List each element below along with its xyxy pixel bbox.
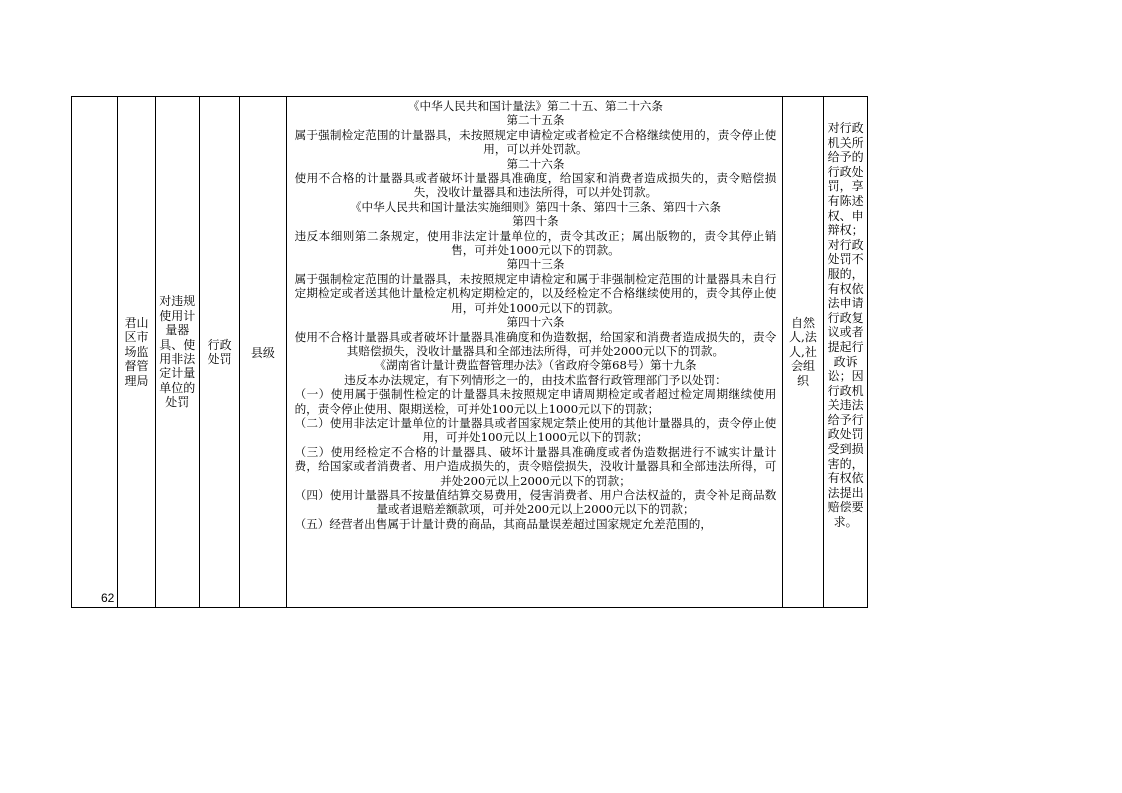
- basis-paragraph: （三）使用经检定不合格的计量器具、破坏计量器具准确度或者伪造数据进行不诚实计量计费，给国家或者消费者、用户造成损失的，责令赔偿损失，没收计量器具和全部违法所得，可并处200元以上2000元以下的罚款；: [294, 444, 777, 488]
- basis-paragraph: 属于强制检定范围的计量器具，未按照规定申请检定或者检定不合格继续使用的，责令停止使用，可以并处罚款。: [294, 127, 777, 157]
- basis-heading: 《中华人民共和国计量法》第二十五、第二十六条: [407, 99, 663, 113]
- regulation-table: [71, 96, 868, 608]
- counterpart: 自然人,法人,社会组织: [789, 315, 817, 388]
- rights-notice-cell: [823, 97, 867, 608]
- legal-basis: [287, 97, 783, 531]
- department-cell: [118, 97, 155, 608]
- level-cell: [240, 97, 286, 608]
- basis-paragraph: 违反本办法规定，有下列情形之一的，由技术监督行政管理部门予以处罚：: [344, 372, 727, 387]
- basis-paragraph: 使用不合格的计量器具或者破坏计量器具准确度，给国家和消费者造成损失的，责令赔偿损失，没收计量器具和违法所得，可以并处罚款。: [294, 171, 777, 200]
- basis-paragraph: （二）使用非法定计量单位的计量器具或者国家规定禁止使用的其他计量器具的，责令停止使用，可并处100元以上1000元以下的罚款；: [294, 415, 777, 445]
- item-name: 对违规使用计量器具、使用非法定计量单位的处罚: [159, 294, 196, 410]
- legal-basis-cell: [286, 97, 783, 608]
- basis-paragraph: （一）使用属于强制性检定的计量器具未按照规定申请周期检定或者超过检定周期继续使用的，责令停止使用、限期送检，可并处100元以上1000元以下的罚款；: [294, 387, 777, 416]
- basis-heading: 《中华人民共和国计量法实施细则》第四十条、第四十三条、第四十六条: [349, 199, 721, 214]
- basis-heading: 第四十六条: [506, 315, 565, 330]
- basis-paragraph: 违反本细则第二条规定，使用非法定计量单位的，责令其改正；属出版物的，责令其停止销售，可并处1000元以下的罚款。: [294, 228, 777, 258]
- basis-paragraph: 使用不合格计量器具或者破坏计量器具准确度和伪造数据，给国家和消费者造成损失的，责令其赔偿损失，没收计量器具和全部违法所得，可并处2000元以下的罚款。: [294, 329, 777, 358]
- category: 行政处罚: [207, 337, 232, 366]
- counterpart-cell: [783, 97, 823, 608]
- basis-heading: 第二十六条: [506, 156, 565, 171]
- row-number-cell: [72, 97, 118, 608]
- basis-heading: 第四十条: [512, 214, 559, 229]
- basis-paragraph: （四）使用计量器具不按量值结算交易费用，侵害消费者、用户合法权益的，责令补足商品数量或者退赔差额款项，可并处200元以上2000元以下的罚款；: [294, 487, 777, 517]
- basis-paragraph: （五）经营者出售属于计量计费的商品，其商品量误差超过国家规定允差范围的，: [294, 516, 712, 531]
- level: 县级: [250, 345, 275, 360]
- department-name: 君山区市场监督管理局: [124, 315, 149, 388]
- basis-heading: 第二十五条: [506, 113, 565, 128]
- item-name-cell: [155, 97, 199, 608]
- category-cell: [199, 97, 239, 608]
- row-number: 62: [100, 591, 115, 605]
- table-row: [72, 97, 868, 608]
- rights-notice: 对行政机关所给予的行政处罚，享有陈述权、申辩权；对行政处罚不服的，有权依法申请行政复议或者提起行政诉讼；因行政机关违法给予行政处罚受到损害的，有权依法提出赔偿要求。: [827, 121, 864, 530]
- basis-heading: 第四十三条: [506, 257, 565, 272]
- basis-paragraph: 属于强制检定范围的计量器具，未按照规定申请检定和属于非强制检定范围的计量器具未自行定期检定或者送其他计量检定机构定期检定的，以及经检定不合格继续使用的，责令其停止使用，可并处1000元以下的罚款。: [294, 271, 777, 315]
- basis-heading: 《湖南省计量计费监督管理办法》（省政府令第68号）第十九条: [374, 358, 697, 373]
